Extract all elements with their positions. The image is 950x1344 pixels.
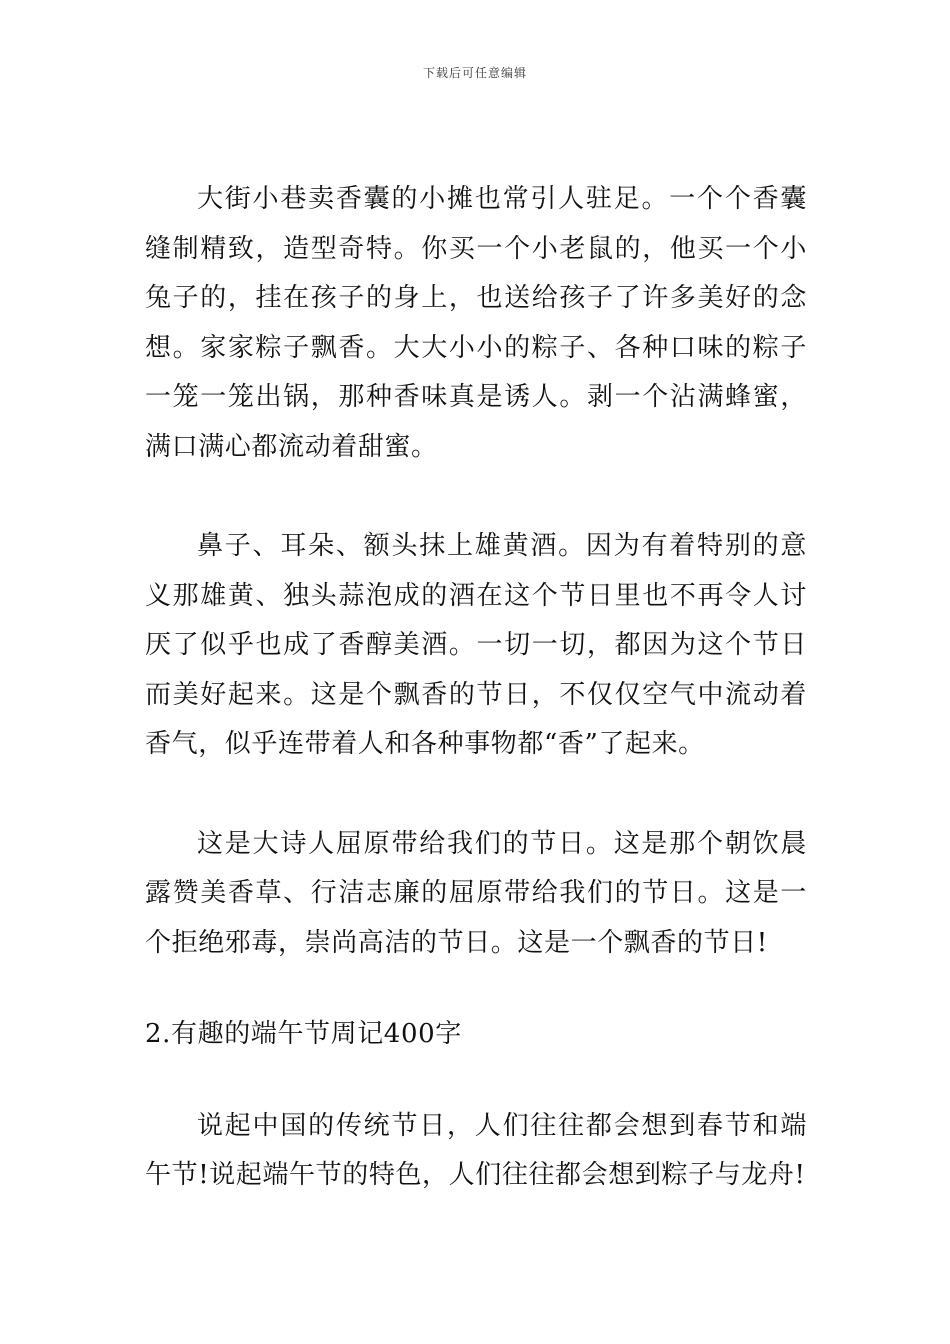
paragraph-traditional-festivals: 说起中国的传统节日，人们往往都会想到春节和端午节!说起端午节的特色，人们往往都会想到粽子与龙舟! xyxy=(145,1110,807,1190)
page-header: 下载后可任意编辑 xyxy=(422,66,527,80)
section-heading: 2.有趣的端午节周记400字 xyxy=(145,1019,462,1049)
paragraph-qu-yuan: 这是大诗人屈原带给我们的节日。这是那个朝饮晨露赞美香草、行洁志廉的屈原带给我们的节日。这是一个拒绝邪毒，崇尚高洁的节日。这是一个飘香的节日! xyxy=(145,828,807,958)
document-body xyxy=(145,175,807,1201)
paragraph-realgar-wine: 鼻子、耳朵、额头抹上雄黄酒。因为有着特别的意义那雄黄、独头蒜泡成的酒在这个节日里也不再令人讨厌了似乎也成了香醇美酒。一切一切，都因为这个节日而美好起来。这是个飘香的节日，不仅仅空气中流动着香气，似乎连带着人和各种事物都“香”了起来。 xyxy=(145,531,807,759)
paragraph-sachets-zongzi: 大街小巷卖香囊的小摊也常引人驻足。一个个香囊缝制精致，造型奇特。你买一个小老鼠的，他买一个小兔子的，挂在孩子的身上，也送给孩子了许多美好的念想。家家粽子飘香。大大小小的粽子、各种口味的粽子一笼一笼出锅，那种香味真是诱人。剥一个沾满蜂蜜，满口满心都流动着甜蜜。 xyxy=(145,184,807,462)
